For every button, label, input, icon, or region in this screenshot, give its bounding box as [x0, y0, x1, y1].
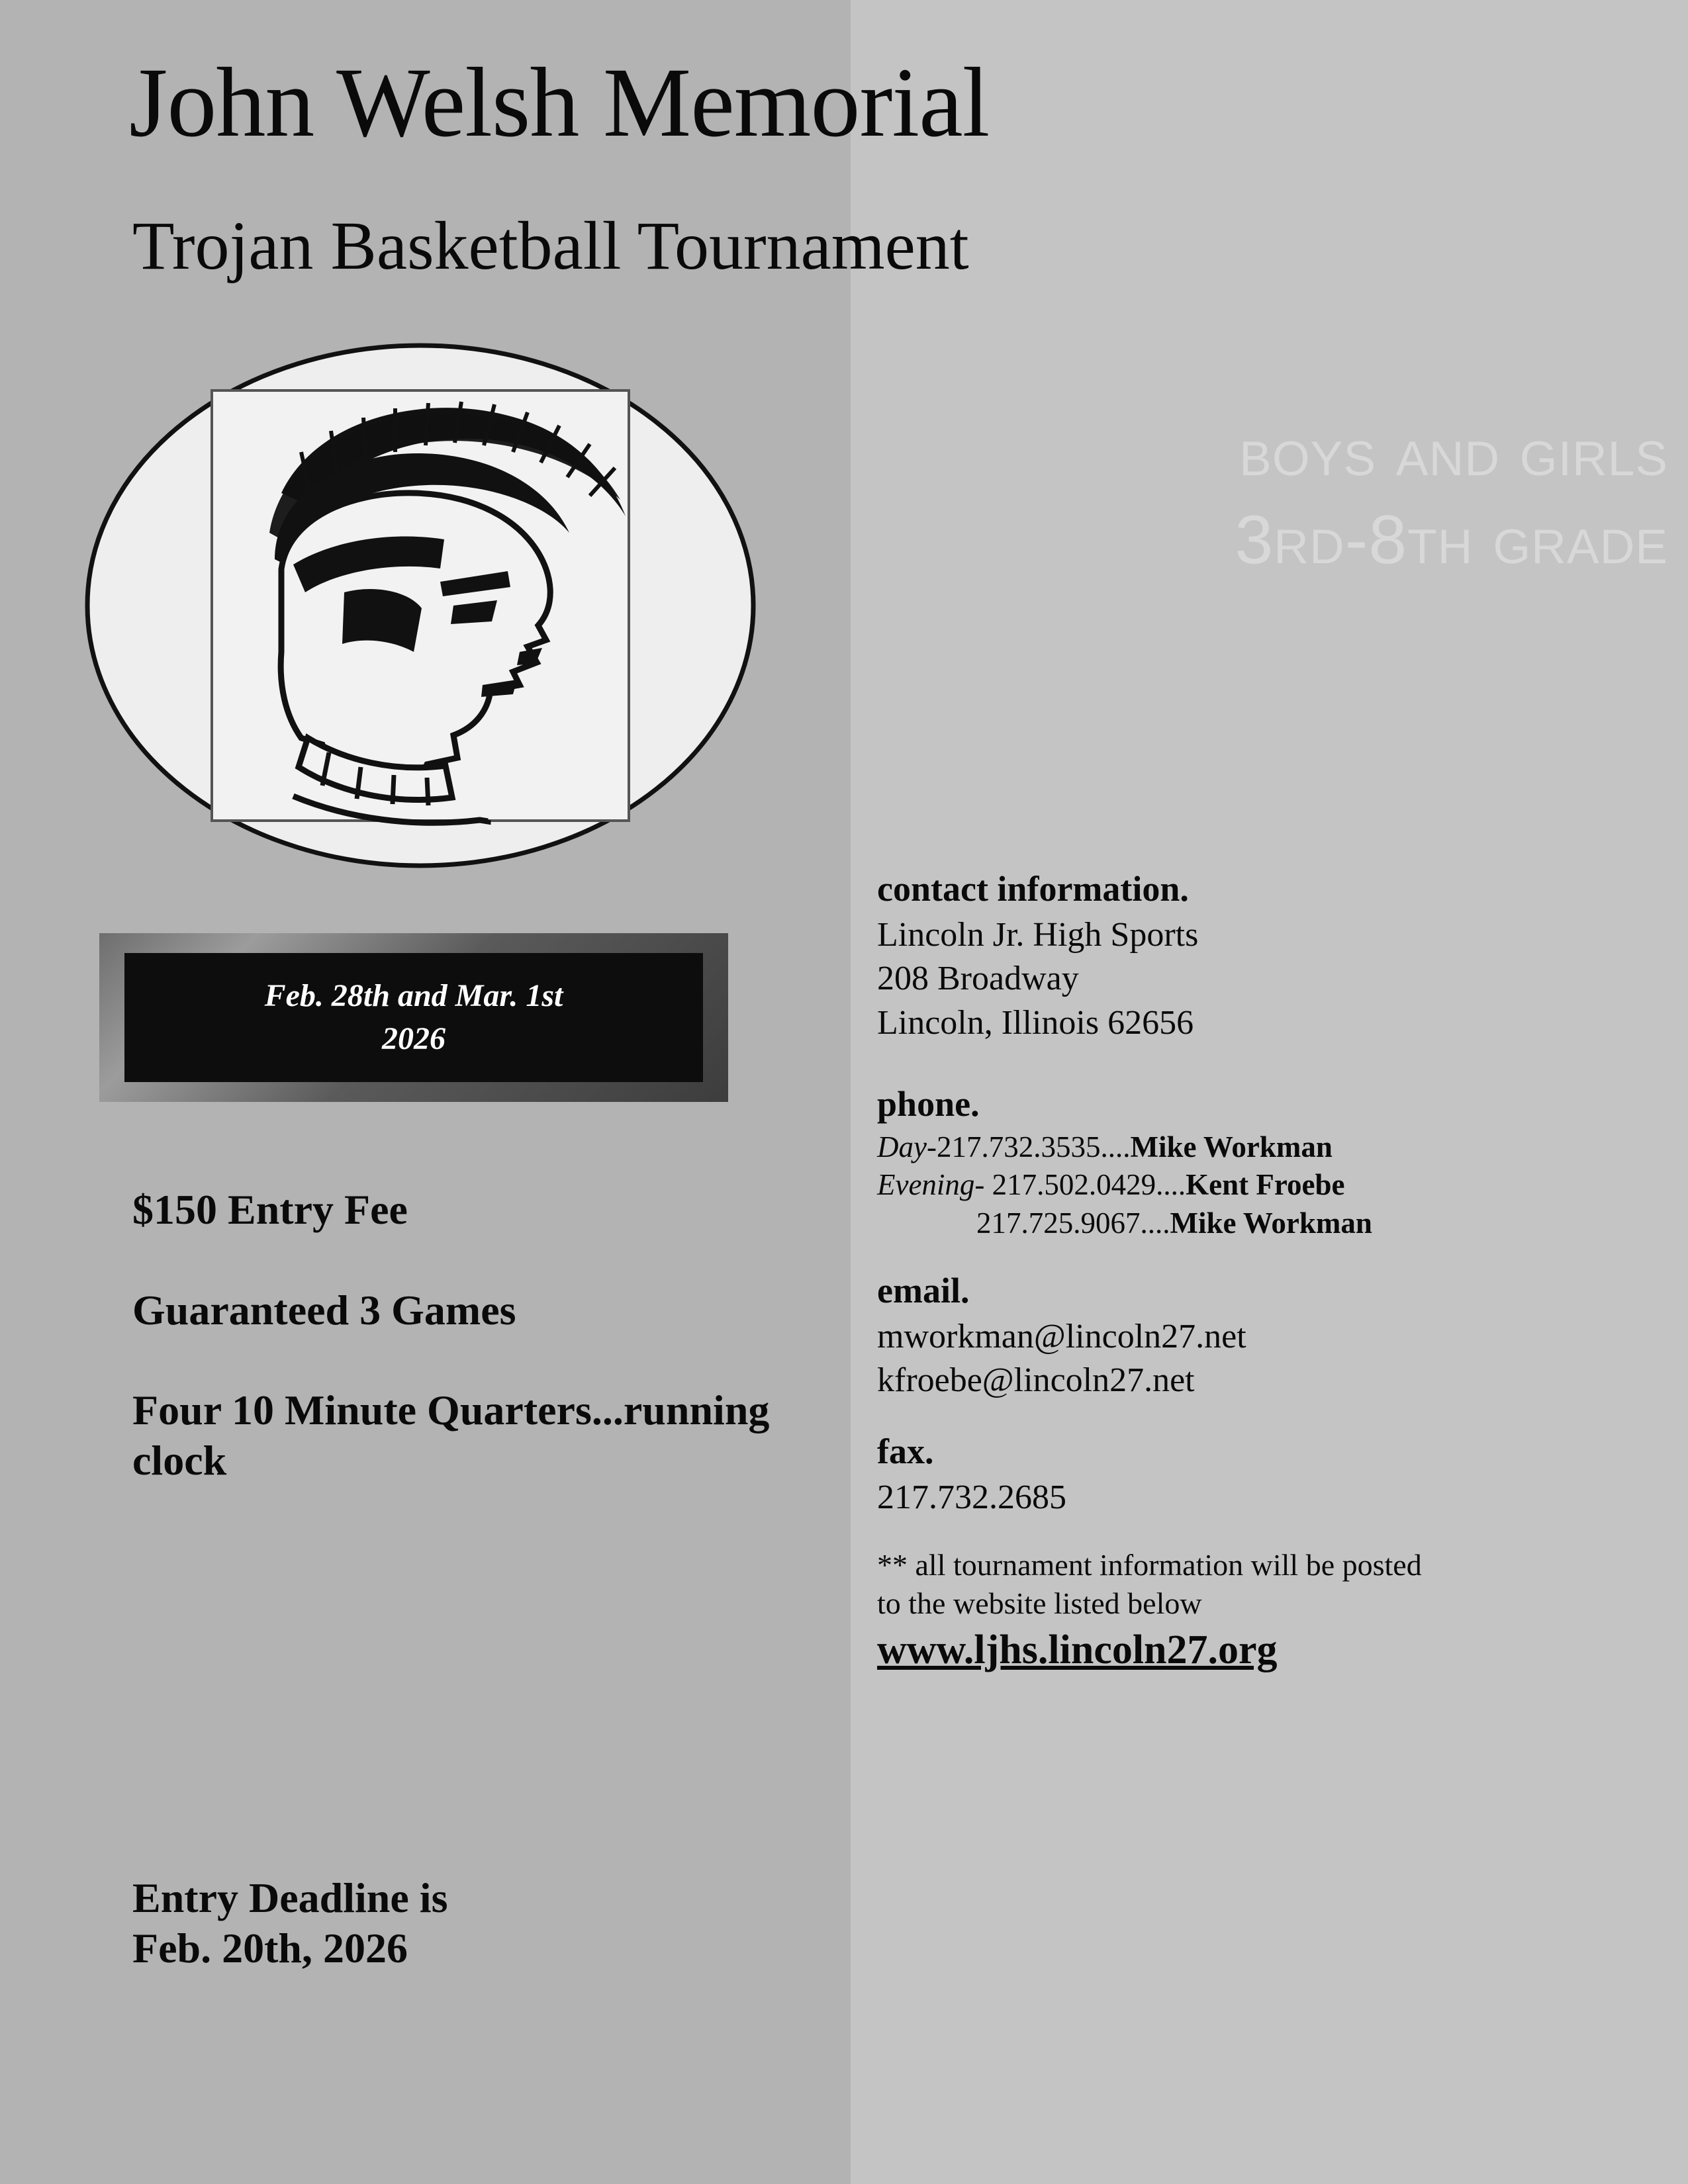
contact-org: Lincoln Jr. High Sports: [877, 915, 1199, 954]
phone-evening-dots: ....: [1156, 1168, 1186, 1202]
contact-street: 208 Broadway: [877, 960, 1079, 998]
feature-quarters: Four 10 Minute Quarters...running clock: [132, 1387, 770, 1484]
phone-evening-label: Evening-: [877, 1168, 985, 1202]
trojan-head-icon: [83, 341, 758, 870]
phone-alternate-name: Mike Workman: [1170, 1206, 1372, 1240]
banner-line-1: boys and girls: [1239, 414, 1668, 490]
entry-deadline: [132, 1873, 761, 1973]
website-link[interactable]: www.ljhs.lincoln27.org: [877, 1627, 1278, 1672]
phone-day-label: Day-: [877, 1130, 937, 1163]
date-plaque: [99, 933, 728, 1102]
phone-evening-number: 217.502.0429: [984, 1168, 1156, 1202]
deadline-line-2: Feb. 20th, 2026: [132, 1924, 408, 1972]
fax-heading: fax.: [877, 1432, 934, 1472]
phone-day-number: 217.732.3535: [936, 1130, 1101, 1163]
fax-number: 217.732.2685: [877, 1478, 1066, 1516]
phone-evening-name: Kent Froebe: [1186, 1168, 1345, 1202]
website-note-line-2: to the website listed below: [877, 1586, 1202, 1621]
age-banner: [887, 410, 1668, 582]
phone-alternate-dots: ....: [1140, 1206, 1170, 1240]
trojan-logo: [83, 341, 758, 877]
phone-heading: phone.: [877, 1084, 980, 1124]
email-address-1[interactable]: mworkman@lincoln27.net: [877, 1317, 1246, 1355]
email-address-2[interactable]: kfroebe@lincoln27.net: [877, 1361, 1195, 1400]
phone-day-name: Mike Workman: [1130, 1130, 1333, 1163]
features-list: [132, 1185, 794, 1571]
date-plaque-text: [124, 953, 703, 1082]
phone-evening-line: [877, 1166, 1665, 1205]
banner-line-2: 3rd-8th grade: [1235, 501, 1668, 578]
spacer-4: [877, 1520, 1665, 1546]
spacer-3: [877, 1403, 1665, 1430]
spacer-2: [877, 1242, 1665, 1269]
flyer-subtitle: Trojan Basketball Tournament: [132, 208, 969, 284]
contact-city-state-zip: Lincoln, Illinois 62656: [877, 1003, 1194, 1042]
contact-information-block: [877, 867, 1665, 1674]
website-note-line-1: ** all tournament information will be posted: [877, 1548, 1422, 1582]
flyer-title: John Welsh Memorial: [129, 48, 990, 158]
feature-guaranteed-games: Guaranteed 3 Games: [132, 1286, 516, 1334]
phone-day-dots: ....: [1100, 1130, 1131, 1163]
contact-heading: contact information.: [877, 869, 1189, 909]
phone-alternate-number: 217.725.9067: [976, 1206, 1141, 1240]
phone-alternate-line: [877, 1205, 1665, 1243]
feature-entry-fee: $150 Entry Fee: [132, 1186, 408, 1233]
deadline-line-1: Entry Deadline is: [132, 1874, 448, 1921]
phone-day-line: [877, 1128, 1665, 1167]
email-heading: email.: [877, 1271, 970, 1311]
spacer-1: [877, 1045, 1665, 1082]
date-line-1: Feb. 28th and Mar. 1st: [264, 978, 563, 1013]
date-line-2: 2026: [382, 1021, 445, 1056]
